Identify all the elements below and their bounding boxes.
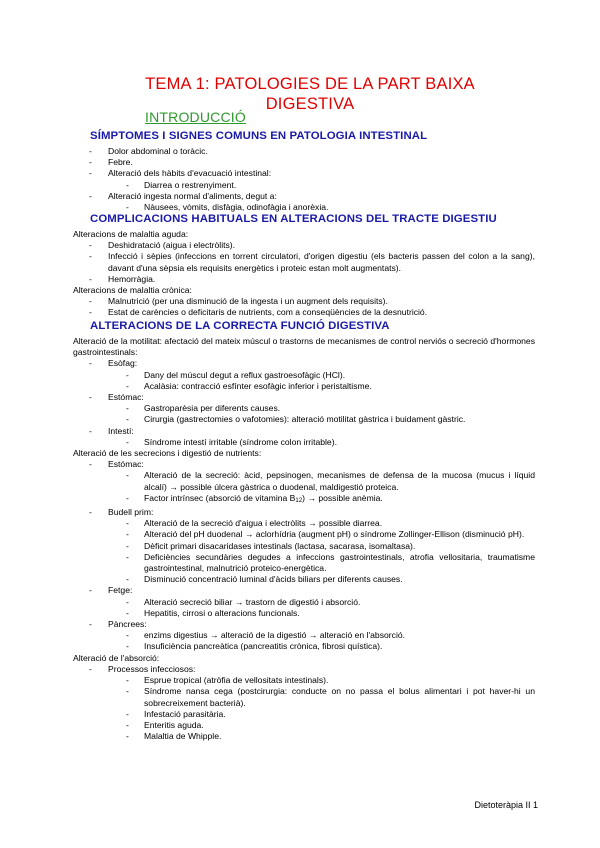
list-item: - Síndrome nansa cega (postcirurgia: conducte on no passa el bolus alimentari i pot haver-hi un sobrecreixement bacterià). (126, 686, 535, 708)
motilitat-section (73, 336, 535, 742)
list-item: - Alteració de la secreció d'aigua i electròlits → possible diarrea. (126, 518, 383, 529)
list-item: - Dèficit primari disacaridases intestinals (lactasa, sacarasa, isomaltasa). (126, 540, 416, 551)
subheading: Alteracions de malaltia crònica: (73, 285, 192, 296)
list-item: - Alteració dels hàbits d'evacuació intestinal: (89, 168, 272, 179)
list-item: - Estómac: (89, 459, 144, 470)
page-footer: Dietoteràpia II 1 (474, 800, 538, 810)
list-item: - Alteració ingesta normal d'aliments, degut a: (89, 190, 277, 201)
simptomes-list (73, 146, 535, 213)
list-item: - Budell prim: (89, 507, 154, 518)
complicacions-section (73, 229, 535, 319)
list-item: - Disminució concentració luminal d'àcids biliars per diferents causes. (126, 574, 403, 585)
list-item: - Fetge: (89, 585, 133, 596)
heading-simptomes: SÍMPTOMES I SIGNES COMUNS EN PATOLOGIA INTESTINAL (90, 130, 428, 142)
list-item: - Factor intrínsec (absorció de vitamina $B_{12}$) → possible anèmia. (126, 492, 383, 504)
heading-alteracions: ALTERACIONS DE LA CORRECTA FUNCIÓ DIGESTIVA (90, 320, 390, 332)
list-item: - Dolor abdominal o toràcic. (89, 146, 208, 156)
list-item: - Síndrome intestí irritable (síndrome colon irritable). (126, 436, 337, 447)
list-item: - Alteració de la secreció: àcid, pepsinogen, mecanismes de defensa de la mucosa (mucus i líquid alcalí) → possible úlcera gàstrica o duodenal, maldigestió proteica. (126, 470, 535, 492)
list-item: - Cirurgia (gastrectomies o vafotomies): alteració motilitat gàstrica i buidament gàstric. (126, 414, 466, 425)
list-item: - Alteració secreció biliar → trastorn de digestió i absorció. (126, 596, 361, 607)
subheading: Alteracions de malaltia aguda: (73, 229, 189, 239)
list-item: - Nàusees, vòmits, disfàgia, odinofàgia i anorèxia. (126, 202, 329, 213)
list-item: - Alteració del pH duodenal → aclorhídria (augment pH) o síndrome Zollinger-Ellison (disminució pH). (126, 529, 525, 540)
page-title-line-2: DIGESTIVA (265, 95, 355, 113)
list-item: - Hemorràgia. (89, 273, 156, 284)
list-item: - Intestí: (89, 425, 134, 436)
list-item: - Estat de carències o deficitaris de nutrients, com a conseqüències de la desnutrició. (89, 307, 428, 318)
list-item: - Deficiències secundàries degudes a infeccions gastrointestinals, atrofia vellositaria, traumatisme gastrointestinal, malnutrició proteico-energètica. (126, 551, 535, 574)
list-item: - Deshidratació (aigua i electròlits). (89, 240, 236, 251)
list-item: - Insuficiència pancreàtica (pancreatitis crònica, fibrosi quística). (126, 641, 383, 652)
list-item: - Infecció i sèpies (infeccions en torrent circulatori, d'origen digestiu (els bacteris passen del colon a la sang), davant d'una sèpsia els requisits energètics i proteic estan molt augmentats). (89, 251, 535, 273)
paragraph: Alteració de la motilitat: afectació del mateix múscul o trastorns de mecanismes de control nerviós o secreció d'hormones gastrointestinals: (73, 336, 535, 358)
subheading: Alteració de les secrecions i digestió de nutrients: (73, 448, 262, 459)
list-item: - Dany del múscul degut a reflux gastroesofàgic (HCl). (126, 369, 346, 380)
list-item: - Gastroparèsia per diferents causes. (126, 403, 281, 414)
heading-complicacions: COMPLICACIONS HABITUALS EN ALTERACIONS DEL TRACTE DIGESTIU (90, 213, 497, 225)
list-item: - Hepatitis, cirrosi o alteracions funcionals. (126, 607, 300, 618)
subheading: Alteració de l'absorció: (73, 652, 160, 663)
list-item: - Diarrea o restrenyiment. (126, 179, 237, 190)
list-item: - Processos infecciosos: (89, 663, 196, 674)
list-item: - Enteritis aguda. (126, 719, 204, 730)
list-item: - Malaltia de Whipple. (126, 731, 222, 742)
list-item: - Acalàsia: contracció esfínter esofàgic inferior i peristaltisme. (126, 380, 372, 391)
list-item: - Febre. (89, 157, 133, 168)
list-item: - Esprue tropical (atròfia de vellositats intestinals). (126, 675, 329, 686)
list-item: - Esòfag: (89, 358, 138, 369)
list-item: - Malnutrició (per una disminució de la ingesta i un augment dels requisits). (89, 296, 388, 307)
list-item: - Pàncrees: (89, 619, 147, 630)
list-item: - Estómac: (89, 392, 144, 403)
section-heading-introduccio: INTRODUCCIÓ (145, 109, 246, 125)
list-item: - enzims digestius → alteració de la digestió → alteració en l'absorció. (126, 630, 406, 641)
list-item: - Infestació parasitària. (126, 708, 226, 719)
page-title-line-1: TEMA 1: PATOLOGIES DE LA PART BAIXA (145, 75, 475, 93)
